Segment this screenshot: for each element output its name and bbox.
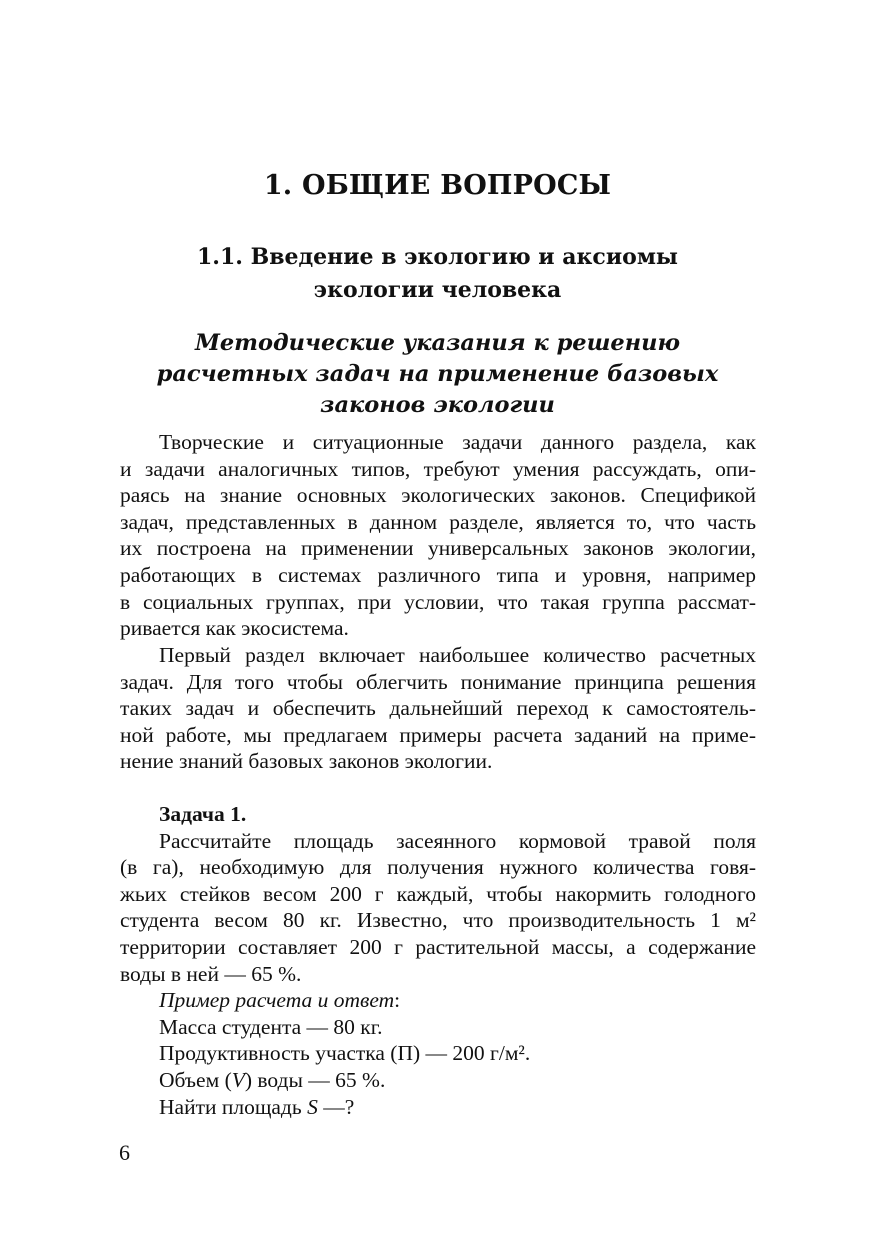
given-volume-suffix: ) воды — 65 %. [244,1067,386,1092]
paragraph-line: таких задач и обеспечить дальнейший переход к самостоятель- [120,696,756,721]
task-line: Рассчитайте площадь засеянного кормовой травой поля [159,828,756,853]
paragraph-line: Творческие и ситуационные задачи данного раздела, как [159,430,756,454]
find-area-suffix: —? [317,1094,355,1119]
method-subtitle-line: законов экологии [320,392,555,418]
task-line: (в га), необходимую для получения нужного количества говя- [120,855,756,880]
paragraph-line: нение знаний базовых законов экологии. [120,749,493,774]
paragraph-line: задач, представленных в данном разделе, является то, что часть [120,509,756,534]
example-label [120,987,756,1014]
find-area-prefix: Найти площадь [159,1094,308,1119]
second-paragraph [120,642,756,775]
section-title-line: 1.1. Введение в экологию и аксиомы [197,244,678,270]
task-block [120,801,756,1120]
chapter-title: 1. ОБЩИЕ ВОПРОСЫ [263,170,612,201]
method-subtitle [0,328,875,421]
intro-paragraph [120,429,756,642]
page-number: 6 [119,1140,130,1165]
find-area [120,1094,756,1121]
given-volume-prefix: Объем ( [159,1067,232,1092]
task-heading: Задача 1. [159,802,247,826]
task-line: воды в ней — 65 %. [120,961,302,986]
paragraph-line: ной работе, мы предлагаем примеры расчета заданий на приме- [120,722,756,747]
paragraph-line: их построена на применении универсальных законов экологии, [120,536,756,561]
task-line: территории составляет 200 г растительной массы, а содержание [120,934,756,959]
area-symbol: S [307,1094,318,1119]
paragraph-line: работающих в системах различного типа и уровня, например [120,562,756,587]
given-mass: Масса студента — 80 кг. [159,1014,383,1039]
task-line: жьих стейков весом 200 г каждый, чтобы накормить голодного [120,881,756,906]
method-subtitle-line: Методические указания к решению [194,330,681,356]
paragraph-line: ривается как экосистема. [120,616,349,641]
given-volume [120,1067,756,1094]
task-line: студента весом 80 кг. Известно, что производительность 1 м² [120,908,756,933]
paragraph-line: и задачи аналогичных типов, требуют умения рассуждать, опи- [120,456,756,481]
method-subtitle-line: расчетных задач на применение базовых [156,361,719,387]
example-label-colon: : [394,988,401,1013]
volume-symbol: V [231,1067,245,1092]
paragraph-line: раясь на знание основных экологических законов. Спецификой [120,483,756,508]
paragraph-line: задач. Для того чтобы облегчить понимание принципа решения [120,669,756,694]
section-title-line: экологии человека [313,277,562,303]
example-label-text: Пример расчета и ответ [159,988,395,1013]
paragraph-line: в социальных группах, при условии, что такая группа рассмат- [120,589,756,614]
section-title [0,241,875,307]
given-productivity: Продуктивность участка (П) — 200 г/м². [159,1041,531,1066]
paragraph-line: Первый раздел включает наибольшее количество расчетных [159,643,756,667]
